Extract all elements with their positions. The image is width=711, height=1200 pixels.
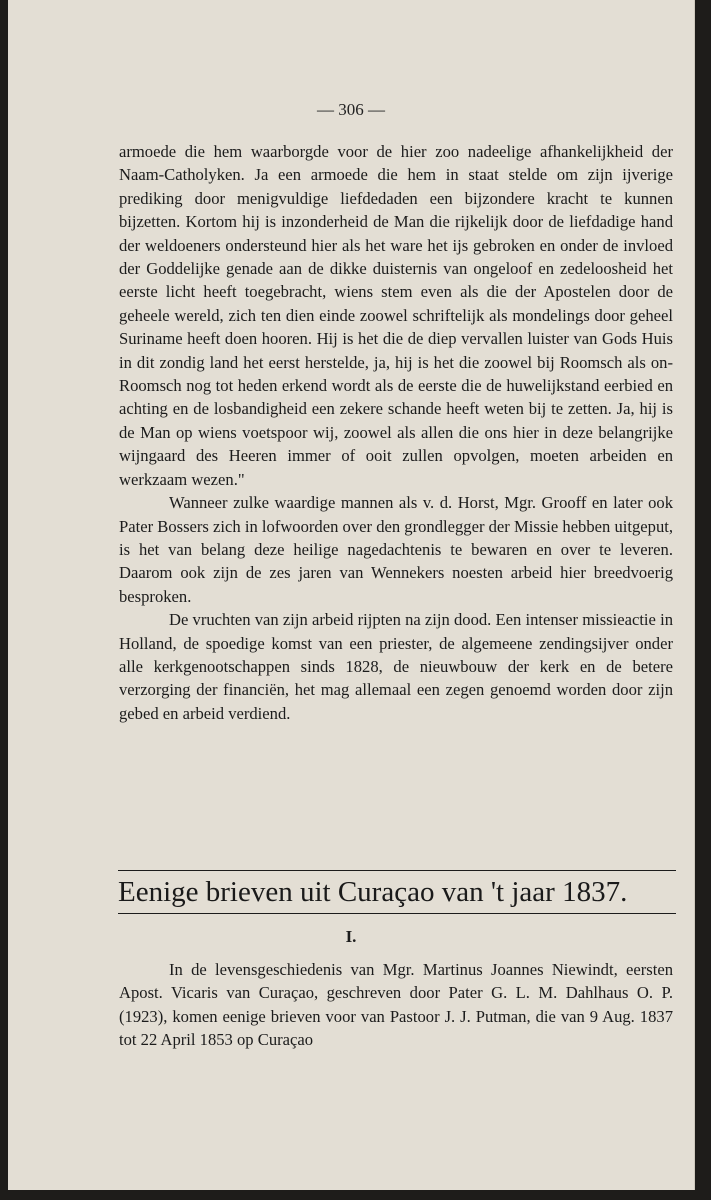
section-number: I. bbox=[345, 927, 357, 946]
page-number: — 306 — bbox=[317, 100, 385, 119]
section-text bbox=[119, 958, 673, 1052]
section-heading: Eenige brieven uit Curaçao van 't jaar 1837. bbox=[118, 876, 628, 908]
section-paragraph: In de levensgeschiedenis van Mgr. Martinus Joannes Niewindt, eersten Apost. Vicaris van Curaçao, geschreven door Pater G. L. M. Dahlhaus O. P. (1923), komen eenige brieven voor van Pastoor J. J. Putman, die van 9 Aug. 1837 tot 22 April 1853 op Curaçao bbox=[119, 960, 673, 1050]
heading-rule-bottom bbox=[118, 913, 676, 914]
book-page bbox=[8, 0, 695, 1190]
paragraph-2: Wanneer zulke waardige mannen als v. d. Horst, Mgr. Grooff en later ook Pater Bossers zich in lofwoorden over den grondlegger der Missie hebben uitgeput, is het van belang deze heilige nagedachtenis te bewaren en over te leveren. Daarom ook zijn de zes jaren van Wennekers noesten arbeid hier breedvoerig besproken. bbox=[119, 493, 673, 606]
paragraph-1: armoede die hem waarborgde voor de hier zoo nadeelige afhankelijkheid der Naam-Catholyken. Ja een armoede die hem in staat stelde om zijn ijverige prediking door menigvuldige liefdedaden een bijzondere kracht te kunnen bijzetten. Kortom hij is inzonderheid de Man die rijkelijk door de liefdadige hand der weldoeners ondersteund hier als het ware het ijs gebroken en onder de invloed der Goddelijke genade aan de dikke duisternis van ongeloof en zedeloosheid het eerste licht heeft toegebracht, wiens stem even als die der Apostelen door de geheele wereld, zich ten dien einde zoowel schriftelijk als mondelings door geheel Suriname heeft doen hooren. Hij is het die de diep vervallen luister van Gods Huis in dit zondig land het eerst herstelde, ja, hij is het die zoowel bij Roomsch als on-Roomsch nog tot heden erkend wordt als de eerste die de huwelijkstand eerbied en achting en de losbandigheid een zekere schande heeft weten bij te zetten. Ja, hij is de Man op wiens voetspoor wij, zoowel als allen die ons hier in deze belangrijke wijngaard des Heeren immer of ooit zullen opvolgen, moeten arbeiden en werkzaam wezen." bbox=[119, 142, 673, 489]
main-text bbox=[119, 140, 673, 725]
paragraph-3: De vruchten van zijn arbeid rijpten na zijn dood. Een intenser missieactie in Holland, de spoedige komst van een priester, de algemeene zendingsijver onder alle kerkgenootschappen sinds 1828, de nieuwbouw der kerk en de betere verzorging der financiën, het mag allemaal een zegen genoemd worden door zijn gebed en arbeid verdiend. bbox=[119, 610, 673, 723]
heading-rule-top bbox=[118, 870, 676, 871]
